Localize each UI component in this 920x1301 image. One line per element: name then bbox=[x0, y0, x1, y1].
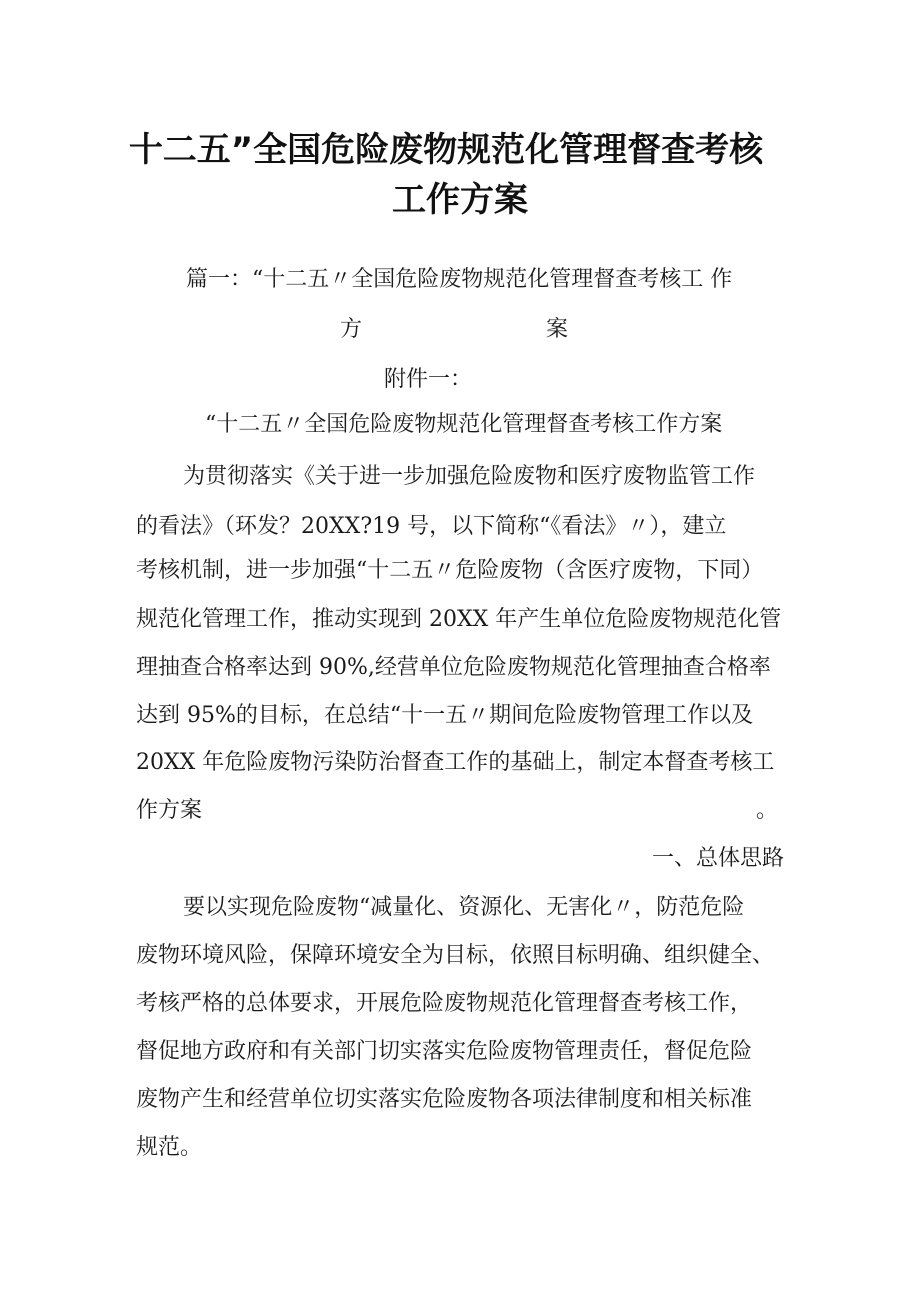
section-1-body-line: 要以实现危险废物“减量化、资源化、无害化〃，防范危险 bbox=[183, 895, 745, 920]
subtitle-line-2a: 方 bbox=[340, 317, 363, 342]
subtitle-line-1: 篇一：“十二五〃全国危险废物规范化管理督查考核工 作 bbox=[186, 267, 733, 292]
intro-paragraph-line: 20XX 年危险废物污染防治督查工作的基础上，制定本督查考核工 bbox=[136, 750, 775, 775]
section-1-body-line: 废物产生和经营单位切实落实危险废物各项法律制度和相关标准 bbox=[136, 1087, 753, 1112]
section-1-body-line: 废物环境风险，保障环境安全为目标，依照目标明确、组织健全、 bbox=[136, 943, 775, 968]
intro-paragraph-line: 考核机制，进一步加强“十二五〃危险废物（含医疗废物，下同） bbox=[136, 558, 764, 583]
document-title: “十二五〃全国危险废物规范化管理督查考核工作方案 bbox=[205, 412, 723, 437]
intro-end-mark: 。 bbox=[756, 798, 779, 823]
subtitle-line-2b: 案 bbox=[546, 317, 569, 342]
intro-paragraph-line: 的看法》（环发？20XX?19 号，以下简称“《看法》〃），建立 bbox=[136, 514, 727, 539]
section-1-body-line: 规范。 bbox=[136, 1135, 203, 1160]
main-title-line-2: 工作方案 bbox=[392, 180, 528, 220]
intro-paragraph-line: 达到 95%的目标，在总结“十一五〃期间危险废物管理工作以及 bbox=[136, 703, 754, 728]
section-1-heading: 一、总体思路 bbox=[652, 846, 785, 871]
attachment-label: 附件一： bbox=[384, 367, 473, 392]
main-title-line-1: 十二五”全国危险废物规范化管理督查考核 bbox=[128, 130, 764, 170]
section-1-body-line: 考核严格的总体要求，开展危险废物规范化管理督查考核工作， bbox=[136, 991, 753, 1016]
intro-paragraph-line: 作方案 bbox=[136, 798, 203, 823]
intro-paragraph-line: 为贯彻落实《关于进一步加强危险废物和医疗废物监管工作 bbox=[183, 464, 756, 489]
section-1-body-line: 督促地方政府和有关部门切实落实危险废物管理责任，督促危险 bbox=[136, 1039, 753, 1064]
intro-paragraph-line: 规范化管理工作，推动实现到 20XX 年产生单位危险废物规范化管 bbox=[136, 607, 782, 632]
intro-paragraph-line: 理抽查合格率达到 90%,经营单位危险废物规范化管理抽查合格率 bbox=[136, 655, 771, 680]
